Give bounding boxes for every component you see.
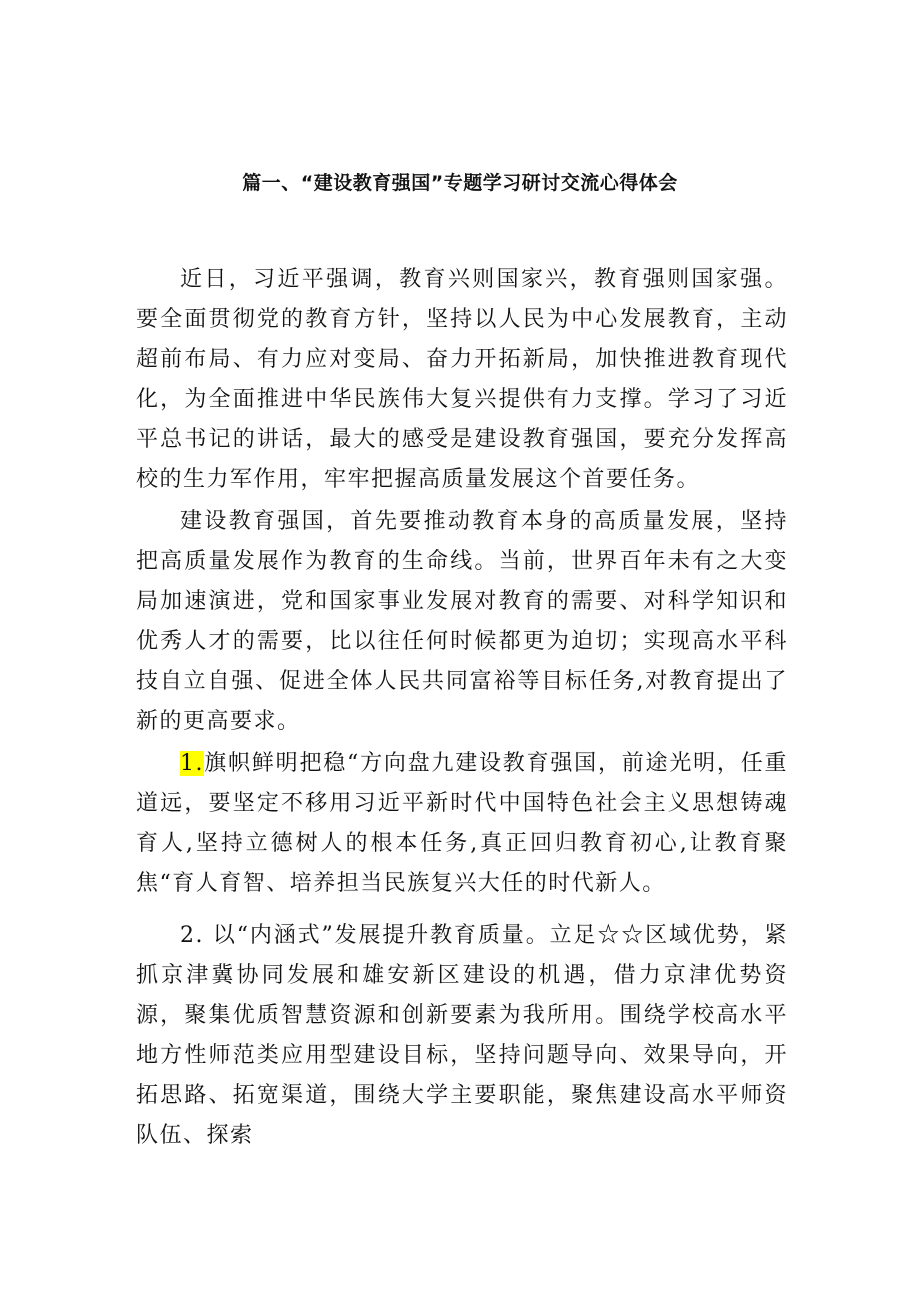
paragraph-1: 近日，习近平强调，教育兴则国家兴，教育强则国家强。要全面贯彻党的教育方针，坚持以人民为中心发展教育，主动超前布局、有力应对变局、奋力开拓新局，加快推进教育现代化，为全面推进中华民族伟大复兴提供有力支撑。学习了习近平总书记的讲话，最大的感受是建设教育强国，要充分发挥高校的生力军作用，牢牢把握高质量发展这个首要任务。: [136, 267, 788, 492]
highlighted-number: 1.: [180, 751, 204, 776]
paragraph-4: 2. 以“内涵式”发展提升教育质量。立足☆☆区域优势，紧抓京津冀协同发展和雄安新区建设的机遇，借力京津优势资源，聚集优质智慧资源和创新要素为我所用。围绕学校高水平地方性师范类应用型建设目标，坚持问题导向、效果导向，开拓思路、拓宽渠道，围绕大学主要职能，聚焦建设高水平师资队伍、探索: [136, 923, 788, 1148]
paragraph-3-text: 旗帜鲜明把稳“方向盘九建设教育强国，前途光明，任重道远，要坚定不移用习近平新时代中国特色社会主义思想铸魂育人,坚持立德树人的根本任务,真正回归教育初心,让教育聚焦“育人育智、培养担当民族复兴大任的时代新人。: [136, 751, 788, 896]
paragraph-3: [136, 744, 788, 904]
paragraph-2: 建设教育强国，首先要推动教育本身的高质量发展，坚持把高质量发展作为教育的生命线。当前，世界百年未有之大变局加速演进，党和国家事业发展对教育的需要、对科学知识和优秀人才的需要，比以往任何时候都更为迫切；实现高水平科技自立自强、促进全体人民共同富裕等目标任务,对教育提出了新的更高要求。: [136, 509, 788, 734]
document-title: 篇一、“建设教育强国”专题学习研讨交流心得体会: [242, 172, 678, 194]
document-body: [136, 260, 788, 1156]
